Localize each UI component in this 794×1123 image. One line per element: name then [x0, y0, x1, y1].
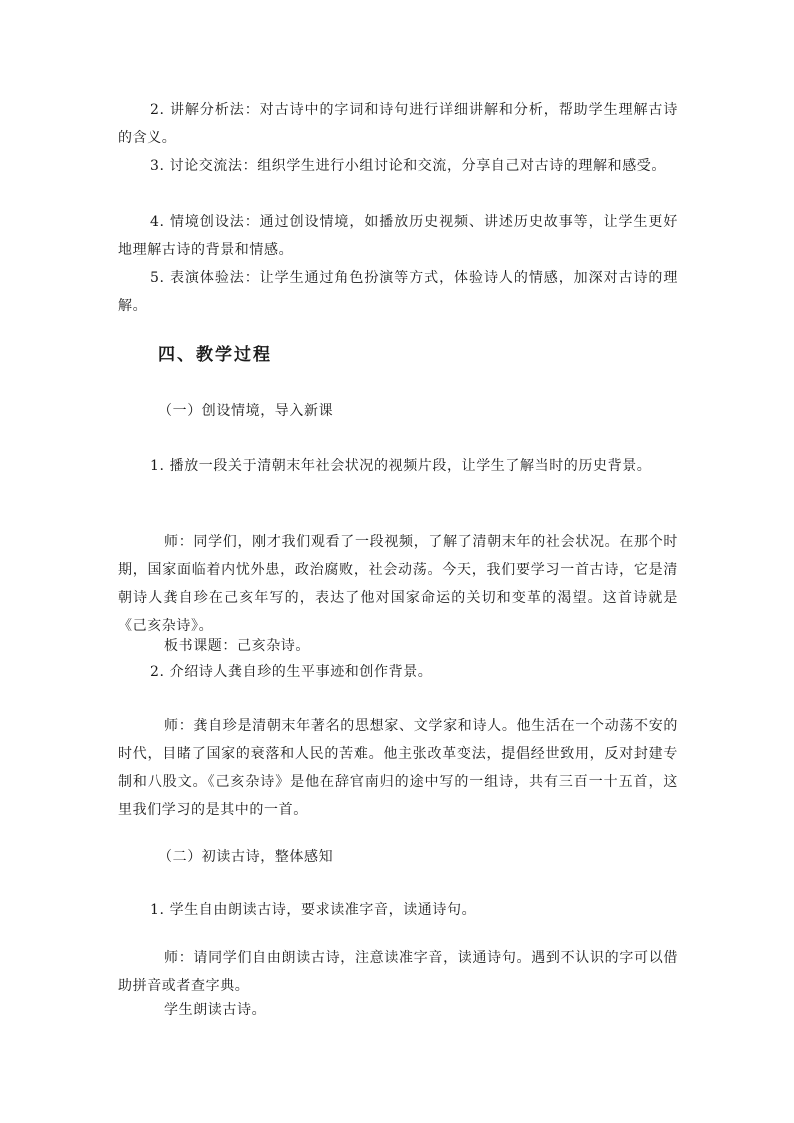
part2-student: 学生朗读古诗。	[164, 1002, 267, 1018]
method-4: 4. 情境创设法：通过创设情境，如播放历史视频、讲述历史故事等，让学生更好地理解古诗的背景和情感。	[118, 214, 678, 258]
method-3: 3. 讨论交流法：组织学生进行小组讨论和交流，分享自己对古诗的理解和感受。	[150, 158, 667, 174]
part1-title: （一）创设情境，导入新课	[158, 403, 334, 419]
part2-title: （二）初读古诗，整体感知	[158, 849, 334, 865]
part2-teacher1: 师：请同学们自由朗读古诗，注意读准字音，读通诗句。遇到不认识的字可以借助拼音或者查字典。	[118, 950, 678, 994]
method-2: 2. 讲解分析法：对古诗中的字词和诗句进行详细讲解和分析，帮助学生理解古诗的含义。	[118, 102, 678, 146]
part1-teacher2: 师：龚自珍是清朝末年著名的思想家、文学家和诗人。他生活在一个动荡不安的时代，目睹了国家的衰落和人民的苦难。他主张改革变法，提倡经世致用，反对封建专制和八股文。《己亥杂诗》是他在辞官南归的途中写的一组诗，共有三百一十五首，这里我们学习的是其中的一首。	[118, 718, 678, 818]
section-heading: 四、教学过程	[158, 345, 272, 365]
part1-board: 板书课题：己亥杂诗。	[164, 638, 310, 654]
part1-teacher1: 师：同学们，刚才我们观看了一段视频，了解了清朝末年的社会状况。在那个时期，国家面临着内忧外患，政治腐败，社会动荡。今天，我们要学习一首古诗，它是清朝诗人龚自珍在己亥年写的，表达了他对国家命运的关切和变革的渴望。这首诗就是《己亥杂诗》。	[118, 534, 678, 634]
part1-step2: 2. 介绍诗人龚自珍的生平事迹和创作背景。	[150, 664, 433, 680]
part2-step1: 1. 学生自由朗读古诗，要求读准字音，读通诗句。	[150, 902, 477, 918]
part1-step1: 1. 播放一段关于清朝末年社会状况的视频片段，让学生了解当时的历史背景。	[150, 458, 652, 474]
method-5: 5. 表演体验法：让学生通过角色扮演等方式，体验诗人的情感，加深对古诗的理解。	[118, 270, 678, 314]
